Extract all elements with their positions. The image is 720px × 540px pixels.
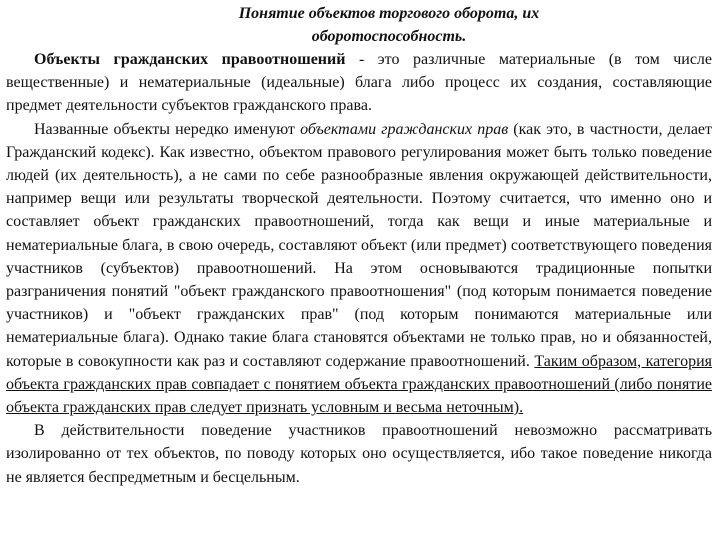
paragraph-3: В действительности поведение участников правоотношений невозможно рассматривать изолированно от тех объектов, по поводу которых оно осуществляется, ибо такое поведение никогда не является беспредметным и бесцельным. <box>6 422 712 486</box>
title-line-1: Понятие объектов торгового оборота, их <box>238 5 540 22</box>
paragraph-2-start: Названные объекты нередко именуют <box>34 120 301 138</box>
document-title <box>6 2 712 48</box>
term-civil-objects: Объекты гражданских правоотношений <box>34 51 346 68</box>
underlined-conclusion: Таким образом, категория объекта гражданских прав совпадает с понятием объекта гражданских правоотношений (либо понятие объекта гражданских прав следует признать условным и весьма неточным). <box>6 352 713 417</box>
title-line-2: оборотоспособность. <box>311 28 467 45</box>
paragraph-1-text: - это различные материальные (в том числе вещественные) и нематериальные (идеальные) блага либо процесс их создания, составляющие предмет деятельности субъектов гражданского права. <box>6 51 713 115</box>
paragraph-2 <box>6 118 712 420</box>
paragraph-1 <box>6 48 712 118</box>
paragraph-2-body: (как это, в частности, делает Гражданский кодекс). Как известно, объектом правового регулирования может быть только поведение людей (их деятельность), а не сами по себе разнообразные явления окружающей действительности, например вещи или результаты творческой деятельности. Поэтому считается, что именно оно и составляет объект гражданских правоотношений, тогда как вещи и иные материальные и нематериальные блага, в свою очередь, составляют объект (или предмет) соответствующего поведения участников (субъектов) правоотношений. На этом основываются традиционные попытки разграничения понятий "объект гражданского правоотношения" (под которым понимается поведение участников) и "объект гражданских прав" (под которым понимаются материальные или нематериальные блага). Однако такие блага становятся объектами не только прав, но и обязанностей, которые в совокупности как раз и составляют содержание правоотношений. <box>6 120 713 370</box>
term-objects-of-rights: объектами гражданских прав <box>300 120 509 138</box>
